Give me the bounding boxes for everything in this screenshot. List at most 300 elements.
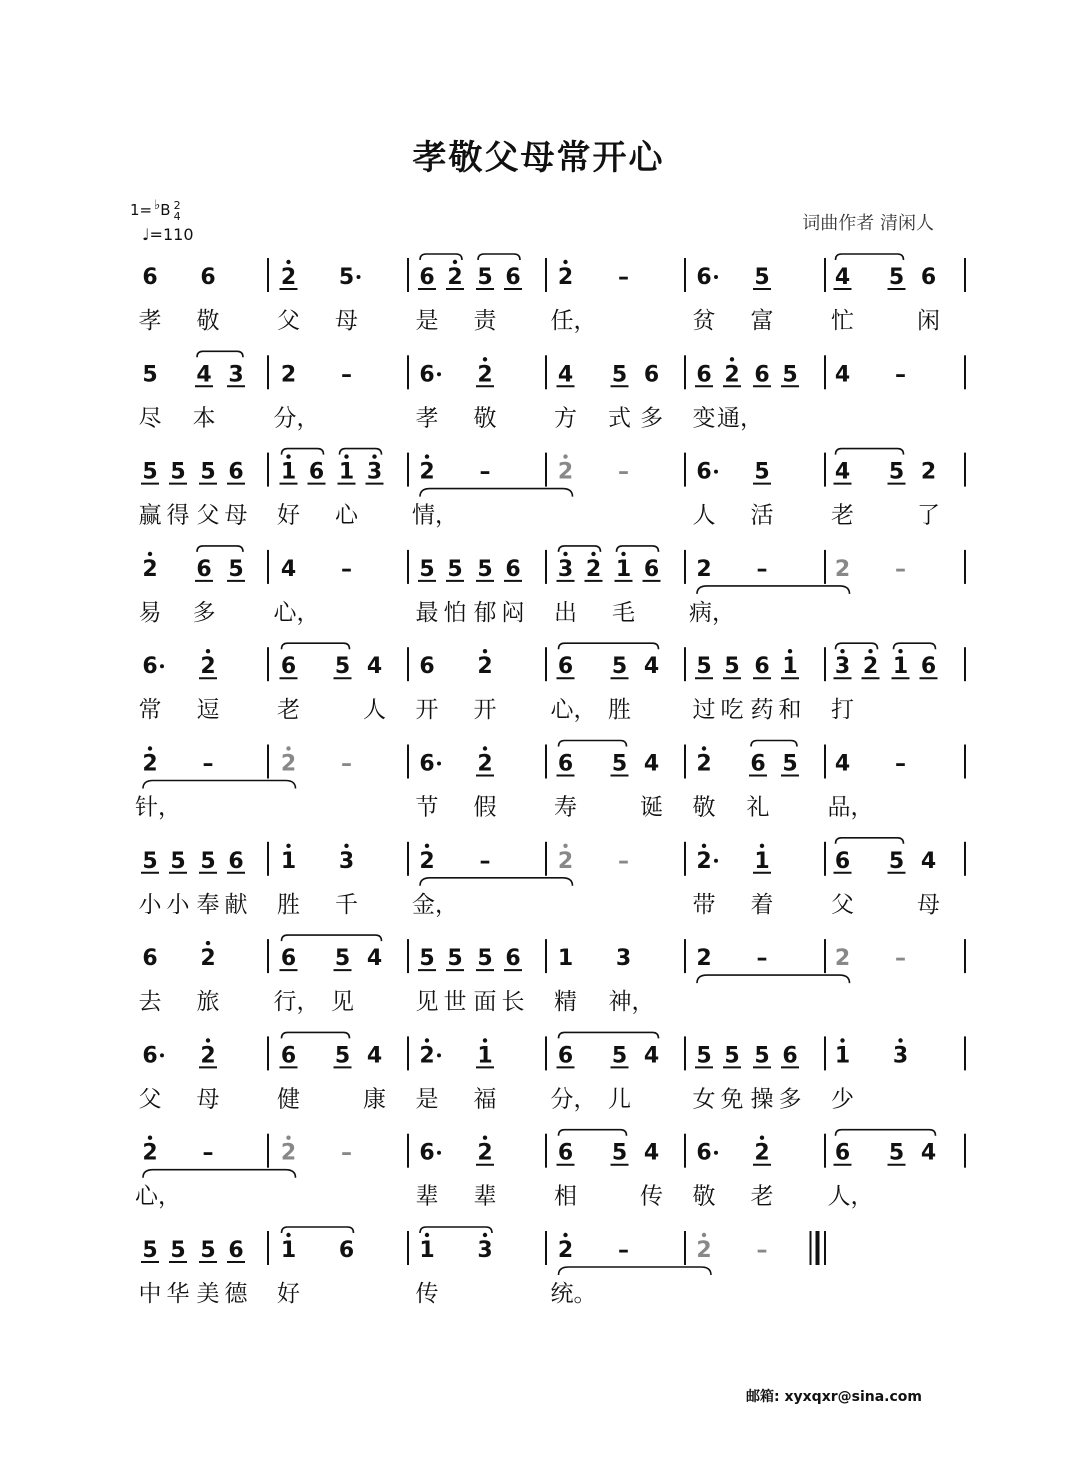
lyric: 情， xyxy=(412,502,458,529)
note: 6 xyxy=(142,265,158,290)
octave-dot xyxy=(453,260,457,264)
lyric: 父 xyxy=(831,891,854,918)
note: 4 xyxy=(366,1043,383,1069)
note: 1 xyxy=(782,654,798,680)
lyric: 金， xyxy=(412,891,458,918)
octave-dot xyxy=(286,844,290,848)
note: 6 xyxy=(920,265,937,290)
lyric: 尽 xyxy=(138,405,162,432)
duration-dot xyxy=(357,275,361,279)
note: 6 xyxy=(142,1043,158,1069)
note: 6 xyxy=(228,459,244,485)
note: 4 xyxy=(643,654,660,680)
tie-arc xyxy=(559,1267,712,1275)
tie-arc xyxy=(836,1130,936,1136)
note: 5 xyxy=(754,1043,770,1069)
octave-dot xyxy=(563,844,567,848)
note: – xyxy=(618,265,629,290)
note: 4 xyxy=(196,362,212,388)
note: 2 xyxy=(200,946,216,972)
lyric: 华 xyxy=(166,1281,190,1307)
note: 6 xyxy=(557,1140,574,1166)
note: 2 xyxy=(280,362,297,388)
tie-arc xyxy=(282,935,382,941)
note: – xyxy=(202,751,214,777)
lyric: 人， xyxy=(827,1183,874,1210)
lyric: 寿 xyxy=(554,794,577,821)
lyric: 母 xyxy=(335,308,358,334)
octave-dot xyxy=(563,552,567,556)
note: 2 xyxy=(419,848,435,874)
lyric: 父 xyxy=(196,502,220,529)
note: 5 xyxy=(334,654,351,680)
note: 2 xyxy=(834,556,851,582)
octave-dot xyxy=(206,941,210,945)
note: 6 xyxy=(643,556,660,582)
octave-dot xyxy=(425,454,429,458)
octave-dot xyxy=(563,1233,567,1237)
lyric: 母 xyxy=(196,1086,220,1113)
note: 4 xyxy=(643,1140,660,1166)
note: – xyxy=(341,751,352,777)
tie-arc xyxy=(478,254,520,260)
tie-arc xyxy=(751,741,797,747)
note: 3 xyxy=(477,1238,493,1263)
author-credit: 词曲作者 清闲人 xyxy=(802,213,934,234)
lyric: 世 xyxy=(443,989,467,1016)
tie-arc xyxy=(420,489,573,497)
lyric: 和 xyxy=(778,697,802,724)
octave-dot xyxy=(344,844,348,848)
octave-dot xyxy=(425,1038,429,1042)
note: 5 xyxy=(200,848,216,874)
lyric: 美 xyxy=(196,1281,220,1307)
note: 2 xyxy=(142,751,158,777)
note: 5 xyxy=(754,459,770,485)
lyric: 活 xyxy=(750,502,774,529)
octave-dot xyxy=(206,1038,210,1042)
note: – xyxy=(895,946,906,972)
note: 5 xyxy=(754,265,770,290)
octave-dot xyxy=(483,746,487,750)
note: 4 xyxy=(834,459,851,485)
tie-arc xyxy=(697,975,850,983)
tie-arc xyxy=(420,878,573,886)
note: 6 xyxy=(419,654,435,680)
lyric: 小 xyxy=(138,891,162,918)
time-unit: 4 xyxy=(173,209,181,223)
lyric: 神， xyxy=(608,989,655,1016)
note: 4 xyxy=(280,556,297,582)
lyric: 敬 xyxy=(196,308,220,334)
note: 2 xyxy=(754,1140,770,1166)
note: 6 xyxy=(200,265,216,290)
note: – xyxy=(618,459,629,485)
note: 2 xyxy=(557,265,574,290)
note: 4 xyxy=(557,362,574,388)
note: 6 xyxy=(782,1043,798,1069)
lyric: 女 xyxy=(692,1086,716,1113)
note: 3 xyxy=(892,1043,909,1069)
lyric: 贫 xyxy=(692,308,716,334)
note: – xyxy=(895,556,906,582)
lyric: 是 xyxy=(415,1086,439,1113)
note: 4 xyxy=(920,848,937,874)
note: 5 xyxy=(782,751,798,777)
tie-arc xyxy=(143,1170,296,1178)
octave-dot xyxy=(898,649,902,653)
lyric: 母 xyxy=(224,502,248,529)
octave-dot xyxy=(483,649,487,653)
note: – xyxy=(341,362,352,388)
octave-dot xyxy=(898,1038,902,1042)
octave-dot xyxy=(563,454,567,458)
note: 6 xyxy=(419,362,435,388)
lyric: 小 xyxy=(166,891,190,918)
note: 5 xyxy=(782,362,798,388)
lyric: 式 xyxy=(608,405,631,432)
lyric: 假 xyxy=(473,794,497,821)
note: – xyxy=(479,848,491,874)
octave-dot xyxy=(206,649,210,653)
octave-dot xyxy=(286,260,290,264)
octave-dot xyxy=(286,1233,290,1237)
lyric: 辈 xyxy=(415,1183,439,1210)
note: 6 xyxy=(280,946,297,972)
note: 1 xyxy=(615,556,632,582)
note: 6 xyxy=(696,459,712,485)
note: 6 xyxy=(750,751,766,777)
note: 6 xyxy=(557,654,574,680)
lyric: 心， xyxy=(550,697,597,724)
lyric: 礼 xyxy=(746,794,770,821)
lyric: 敬 xyxy=(473,405,497,432)
note: – xyxy=(756,946,768,972)
lyric: 品， xyxy=(827,794,874,821)
note: 2 xyxy=(477,751,493,777)
note: 2 xyxy=(419,459,435,485)
tie-arc xyxy=(282,1227,354,1233)
note: 2 xyxy=(280,265,297,290)
lyric: 人 xyxy=(363,697,386,724)
duration-dot xyxy=(714,275,718,279)
note: 2 xyxy=(200,1043,216,1069)
note: 4 xyxy=(643,751,660,777)
note: 5 xyxy=(142,1238,158,1263)
lyric: 心 xyxy=(335,502,358,529)
lyric: 通， xyxy=(717,405,763,432)
octave-dot xyxy=(286,1136,290,1140)
note: 6 xyxy=(338,1238,355,1263)
octave-dot xyxy=(702,1233,706,1237)
lyric: 孝 xyxy=(415,405,439,432)
note: 5 xyxy=(611,362,628,388)
lyric: 常 xyxy=(138,697,162,724)
note: – xyxy=(479,459,491,485)
lyric: 传 xyxy=(640,1183,663,1210)
lyric: 免 xyxy=(720,1086,744,1113)
duration-dot xyxy=(714,859,718,863)
lyric: 少 xyxy=(831,1086,854,1113)
note: 5 xyxy=(888,459,905,485)
note: 5 xyxy=(477,556,493,582)
note: 6 xyxy=(142,946,158,972)
lyric: 献 xyxy=(224,891,248,918)
lyric: 针， xyxy=(135,794,181,821)
tie-arc xyxy=(697,586,850,594)
note: 2 xyxy=(696,556,712,582)
duration-dot xyxy=(160,664,164,668)
lyric: 心， xyxy=(135,1183,181,1210)
note: 2 xyxy=(557,848,574,874)
note: 6 xyxy=(505,265,521,290)
note: 6 xyxy=(505,946,521,972)
note: 2 xyxy=(696,946,712,972)
lyric: 好 xyxy=(277,502,300,529)
lyric: 胜 xyxy=(277,891,300,918)
lyric: 旅 xyxy=(196,989,220,1016)
lyric: 过 xyxy=(692,697,716,724)
lyric: 父 xyxy=(277,308,300,334)
tie-arc xyxy=(143,781,296,789)
note: 1 xyxy=(892,654,909,680)
note: 5 xyxy=(142,848,158,874)
note: 1 xyxy=(338,459,355,485)
lyric: 敬 xyxy=(692,794,716,821)
lyric: 人 xyxy=(692,502,716,529)
note: 3 xyxy=(366,459,383,485)
note: 1 xyxy=(754,848,770,874)
lyric: 出 xyxy=(554,599,577,626)
octave-dot xyxy=(702,844,706,848)
tempo-value: =110 xyxy=(149,225,194,244)
lyric: 开 xyxy=(415,697,439,724)
octave-dot xyxy=(483,1136,487,1140)
note: 5 xyxy=(888,265,905,290)
flat-sign: ♭ xyxy=(154,198,161,213)
lyric: 康 xyxy=(363,1086,386,1113)
note: 2 xyxy=(280,751,297,777)
note: 6 xyxy=(280,1043,297,1069)
note: 5 xyxy=(611,654,628,680)
tie-arc xyxy=(836,838,904,844)
note: 1 xyxy=(280,1238,297,1263)
note: – xyxy=(756,1238,768,1263)
lyric: 行， xyxy=(273,989,320,1016)
note: 6 xyxy=(228,848,244,874)
note: 5 xyxy=(170,848,186,874)
lyric: 了 xyxy=(917,502,940,529)
lyric: 老 xyxy=(277,697,300,724)
note: 2 xyxy=(447,265,463,290)
lyric: 带 xyxy=(692,891,716,918)
lyric: 中 xyxy=(138,1281,162,1307)
octave-dot xyxy=(840,649,844,653)
lyric: 节 xyxy=(415,794,439,821)
lyric: 最 xyxy=(415,599,439,626)
note: 4 xyxy=(920,1140,937,1166)
lyric: 多 xyxy=(192,599,216,626)
note: 1 xyxy=(834,1043,851,1069)
tie-arc xyxy=(197,351,243,357)
lyric: 母 xyxy=(917,891,940,918)
lyric: 打 xyxy=(831,697,854,724)
lyric: 闲 xyxy=(917,308,940,334)
octave-dot xyxy=(788,649,792,653)
lyric: 诞 xyxy=(640,794,663,821)
note: 5 xyxy=(696,1043,712,1069)
tie-arc xyxy=(617,546,659,552)
song-title: 孝敬父母常开心 xyxy=(412,138,665,178)
lyric: 孝 xyxy=(138,308,162,334)
note: 6 xyxy=(643,362,660,388)
lyric: 本 xyxy=(192,405,216,432)
note: 1 xyxy=(419,1238,435,1263)
key-name: B xyxy=(160,201,171,219)
lyric: 多 xyxy=(778,1086,802,1113)
lyric: 操 xyxy=(750,1086,774,1113)
note: 6 xyxy=(419,751,435,777)
lyric: 福 xyxy=(473,1086,497,1113)
note: 3 xyxy=(834,654,851,680)
lyric: 着 xyxy=(750,891,774,918)
note: 5 xyxy=(447,946,463,972)
lyric: 相 xyxy=(554,1183,577,1210)
note: 5 xyxy=(724,654,740,680)
note: 2 xyxy=(696,848,712,874)
note: 2 xyxy=(142,1140,158,1166)
octave-dot xyxy=(286,454,290,458)
note: 6 xyxy=(280,654,297,680)
note: 6 xyxy=(142,654,158,680)
lyric: 传 xyxy=(415,1281,439,1307)
note: 5 xyxy=(338,265,355,290)
note: – xyxy=(341,1140,352,1166)
duration-dot xyxy=(437,1151,441,1155)
lyric: 千 xyxy=(335,891,358,918)
octave-dot xyxy=(591,552,595,556)
note: 5 xyxy=(696,654,712,680)
lyric: 毛 xyxy=(612,599,635,626)
octave-dot xyxy=(425,1233,429,1237)
note: 6 xyxy=(834,1140,851,1166)
tie-arc xyxy=(559,643,659,649)
note: 5 xyxy=(200,459,216,485)
duration-dot xyxy=(714,1151,718,1155)
lyric: 老 xyxy=(831,502,854,529)
lyric: 见 xyxy=(331,989,354,1016)
lyric: 方 xyxy=(554,405,577,432)
note: 4 xyxy=(366,946,383,972)
note: – xyxy=(202,1140,214,1166)
lyric: 变 xyxy=(692,405,716,432)
note: 6 xyxy=(834,848,851,874)
lyric: 面 xyxy=(473,989,497,1016)
note: – xyxy=(618,848,629,874)
lyric: 分， xyxy=(273,405,320,432)
time-beats: 2 xyxy=(173,198,181,212)
note: – xyxy=(895,751,906,777)
note: 5 xyxy=(888,1140,905,1166)
tie-arc xyxy=(559,741,627,747)
note: 4 xyxy=(834,265,851,290)
lyric: 病， xyxy=(689,599,735,626)
note: 6 xyxy=(557,1043,574,1069)
tie-arc xyxy=(282,449,324,455)
lyric: 药 xyxy=(750,697,774,724)
note: 5 xyxy=(611,1043,628,1069)
note: 6 xyxy=(228,1238,244,1263)
note: 1 xyxy=(280,848,297,874)
note: 2 xyxy=(920,459,937,485)
note: 2 xyxy=(862,654,879,680)
note: 2 xyxy=(142,556,158,582)
note: 4 xyxy=(643,1043,660,1069)
lyric: 儿 xyxy=(608,1086,631,1113)
duration-dot xyxy=(160,1053,164,1057)
octave-dot xyxy=(286,746,290,750)
octave-dot xyxy=(483,357,487,361)
note: 6 xyxy=(696,265,712,290)
lyric: 分， xyxy=(550,1086,597,1113)
note: – xyxy=(895,362,906,388)
note: 6 xyxy=(505,556,521,582)
note: 6 xyxy=(920,654,937,680)
note: 5 xyxy=(477,946,493,972)
octave-dot xyxy=(148,746,152,750)
note: 5 xyxy=(170,459,186,485)
note: 2 xyxy=(696,751,712,777)
note: 4 xyxy=(834,362,851,388)
lyric: 富 xyxy=(750,308,774,334)
octave-dot xyxy=(760,1136,764,1140)
lyric: 胜 xyxy=(608,697,631,724)
tie-arc xyxy=(836,643,878,649)
note: 4 xyxy=(834,751,851,777)
lyric: 好 xyxy=(277,1281,300,1307)
lyric: 精 xyxy=(554,989,577,1016)
octave-dot xyxy=(483,1233,487,1237)
note: 3 xyxy=(338,848,355,874)
lyric: 去 xyxy=(138,989,162,1016)
note: 5 xyxy=(611,751,628,777)
note: 6 xyxy=(754,362,770,388)
lyric: 辈 xyxy=(473,1183,497,1210)
note: 5 xyxy=(142,362,158,388)
note: 5 xyxy=(142,459,158,485)
lyric: 责 xyxy=(473,308,497,334)
note: 5 xyxy=(170,1238,186,1263)
duration-dot xyxy=(437,1053,441,1057)
contact-email: 邮箱: xyxqxr@sina.com xyxy=(746,1389,922,1405)
note: 2 xyxy=(477,1140,493,1166)
lyric: 父 xyxy=(138,1086,162,1113)
lyric: 得 xyxy=(166,502,190,529)
note: 2 xyxy=(200,654,216,680)
note: 1 xyxy=(280,459,297,485)
note: 2 xyxy=(724,362,740,388)
octave-dot xyxy=(425,844,429,848)
tie-arc xyxy=(836,449,904,455)
lyric: 敬 xyxy=(692,1183,716,1210)
note: 3 xyxy=(615,946,632,972)
note: – xyxy=(341,556,352,582)
octave-dot xyxy=(372,454,376,458)
lyric: 统。 xyxy=(550,1281,597,1307)
lyric: 多 xyxy=(640,405,663,432)
note: 6 xyxy=(419,1140,435,1166)
note: 5 xyxy=(611,1140,628,1166)
